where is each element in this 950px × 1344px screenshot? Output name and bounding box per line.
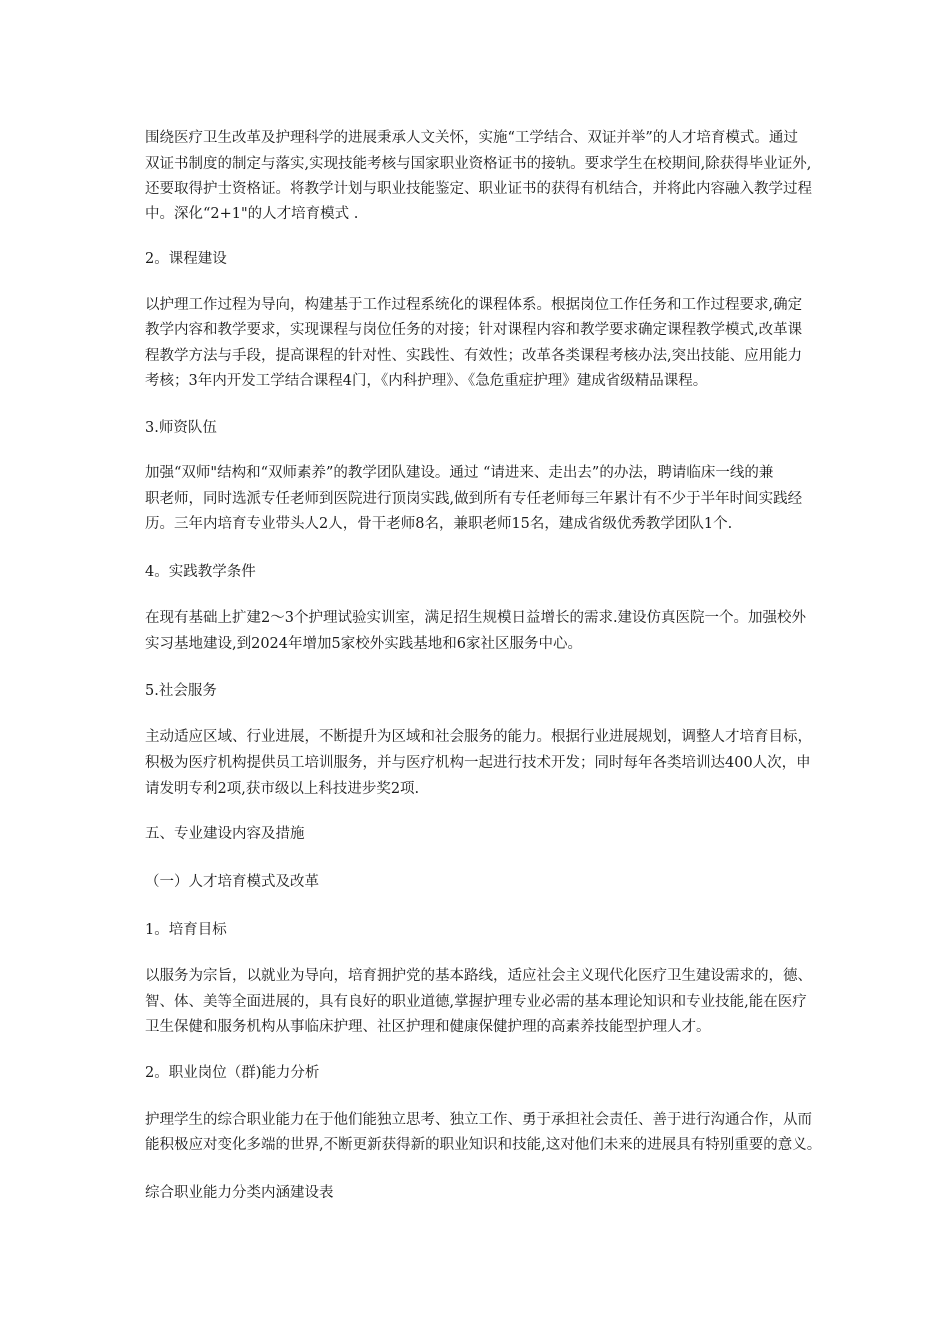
section-heading: 5.社会服务 [145,683,217,699]
paragraph-line: 请发明专利2项,获市级以上科技进步奖2项. [145,781,420,797]
section-heading: 2。课程建设 [145,251,227,267]
paragraph-line: 实习基地建设,到2024年增加5家校外实践基地和6家社区服务中心。 [145,636,582,652]
paragraph-line: 加强“双师"结构和“双师素养”的教学团队建设。通过 “请进来、走出去”的办法，聘请临床一线的兼 [145,465,774,481]
paragraph-line: 中。深化“2+1"的人才培育模式 . [145,206,359,222]
section-heading: 2。职业岗位（群)能力分析 [145,1065,320,1081]
paragraph-line: 主动适应区域、行业进展，不断提升为区域和社会服务的能力。根据行业进展规划，调整人才培育目标， [145,729,812,745]
paragraph-line: 护理学生的综合职业能力在于他们能独立思考、独立工作、勇于承担社会责任、善于进行沟通合作，从而 [145,1112,812,1128]
paragraph-line: 还要取得护士资格证。将教学计划与职业技能鉴定、职业证书的获得有机结合，并将此内容融入教学过程 [145,181,812,197]
paragraph-line: 双证书制度的制定与落实,实现技能考核与国家职业资格证书的接轨。要求学生在校期间,除获得毕业证外, [145,156,812,172]
paragraph-line: 在现有基础上扩建2～3个护理试验实训室，满足招生规模日益增长的需求.建设仿真医院一个。加强校外 [145,610,807,626]
paragraph-line: 考核；3年内开发工学结合课程4门，《内科护理》、《急危重症护理》建成省级精品课程。 [145,373,708,389]
paragraph-line: 历。三年内培育专业带头人2人，骨干老师8名，兼职老师15名，建成省级优秀教学团队1个. [145,516,733,532]
paragraph-line: 程教学方法与手段，提高课程的针对性、实践性、有效性；改革各类课程考核办法,突出技能、应用能力 [145,348,803,364]
paragraph-line: 职老师，同时选派专任老师到医院进行顶岗实践,做到所有专任老师每三年累计有不少于半年时间实践经 [145,491,803,507]
section-heading: （一）人才培育模式及改革 [145,874,319,890]
paragraph-line: 能积极应对变化多端的世界,不断更新获得新的职业知识和技能,这对他们未来的进展具有特别重要的意义。 [145,1137,822,1153]
paragraph-line: 积极为医疗机构提供员工培训服务，并与医疗机构一起进行技术开发；同时每年各类培训达400人次，申 [145,755,811,771]
paragraph-line: 智、体、美等全面进展的，具有良好的职业道德,掌握护理专业必需的基本理论知识和专业技能,能在医疗 [145,994,807,1010]
section-heading: 1。培育目标 [145,922,227,938]
paragraph-line: 以服务为宗旨，以就业为导向，培育拥护党的基本路线，适应社会主义现代化医疗卫生建设需求的，德、 [145,968,812,984]
table-caption: 综合职业能力分类内涵建设表 [145,1185,334,1201]
paragraph-line: 以护理工作过程为导向，构建基于工作过程系统化的课程体系。根据岗位工作任务和工作过程要求,确定 [145,297,803,313]
paragraph-line: 围绕医疗卫生改革及护理科学的进展秉承人文关怀，实施“工学结合、双证并举”的人才培育模式。通过 [145,130,798,146]
section-heading: 3.师资队伍 [145,420,217,436]
paragraph-line: 教学内容和教学要求，实现课程与岗位任务的对接；针对课程内容和教学要求确定课程教学模式,改革课 [145,322,803,338]
paragraph-line: 卫生保健和服务机构从事临床护理、社区护理和健康保健护理的高素养技能型护理人才。 [145,1019,711,1035]
section-heading: 4。实践教学条件 [145,564,256,580]
section-heading: 五、专业建设内容及措施 [145,826,305,842]
